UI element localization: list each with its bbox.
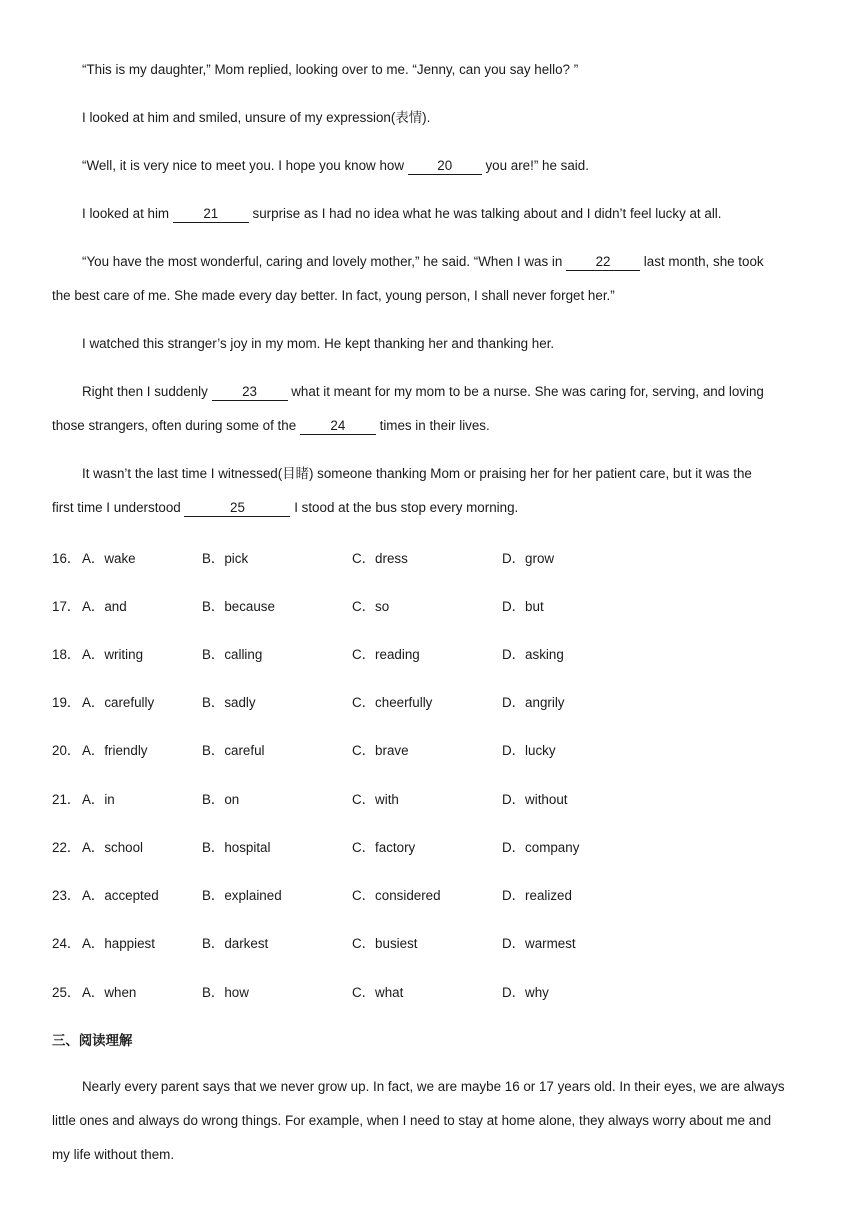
option-b: B．calling	[202, 647, 263, 662]
question-row	[52, 548, 812, 568]
option-a: A．in	[82, 792, 115, 807]
passage-paragraph-continued	[52, 491, 812, 525]
paragraph-text: what it meant for my mom to be a nurse. She was caring for, serving, and loving	[287, 384, 764, 399]
answer-blank: 24	[300, 418, 376, 435]
reading-paragraph	[52, 1070, 812, 1104]
passage-paragraph	[52, 197, 812, 231]
paragraph-text: you are!” he said.	[481, 158, 589, 173]
question-row	[52, 933, 812, 953]
question-row	[52, 789, 812, 809]
question-number: 23．	[52, 888, 81, 903]
option-b: B．darkest	[202, 936, 269, 951]
answer-blank: 22	[566, 254, 640, 271]
option-d: D．without	[502, 792, 568, 807]
paragraph-text: little ones and always do wrong things. For example, when I need to stay at home alone, they always worry about me and	[52, 1113, 772, 1128]
question-number: 16．	[52, 551, 81, 566]
paragraph-text: It wasn’t the last time I witnessed(目睹) someone thanking Mom or praising her for her patient care, but it was the	[82, 466, 752, 481]
option-d: D．company	[502, 840, 580, 855]
question-row	[52, 644, 812, 664]
option-b: B．how	[202, 985, 249, 1000]
passage-paragraph	[52, 327, 812, 361]
paragraph-text: I stood at the bus stop every morning.	[290, 500, 519, 515]
option-c: C．cheerfully	[352, 695, 433, 710]
answer-blank: 23	[212, 384, 288, 401]
question-row	[52, 885, 812, 905]
option-b: B．hospital	[202, 840, 271, 855]
question-number: 18．	[52, 647, 81, 662]
paragraph-text: I looked at him and smiled, unsure of my expression(表情).	[82, 110, 431, 125]
paragraph-text: I watched this stranger’s joy in my mom. He kept thanking her and thanking her.	[82, 336, 555, 351]
paragraph-text: my life without them.	[52, 1147, 175, 1162]
question-row	[52, 837, 812, 857]
paragraph-text: times in their lives.	[375, 418, 490, 433]
passage-paragraph	[52, 245, 812, 279]
option-a: A．when	[82, 985, 137, 1000]
option-c: C．considered	[352, 888, 441, 903]
option-d: D．lucky	[502, 743, 556, 758]
question-number: 17．	[52, 599, 81, 614]
option-d: D．asking	[502, 647, 564, 662]
answer-blank: 21	[173, 206, 249, 223]
paragraph-text: Nearly every parent says that we never grow up. In fact, we are maybe 16 or 17 years old. In their eyes, we are always	[82, 1079, 785, 1094]
paragraph-text: those strangers, often during some of the	[52, 418, 300, 433]
option-c: C．what	[352, 985, 404, 1000]
paragraph-text: “This is my daughter,” Mom replied, looking over to me. “Jenny, can you say hello? ”	[82, 62, 579, 77]
option-d: D．why	[502, 985, 549, 1000]
option-c: C．so	[352, 599, 390, 614]
option-b: B．careful	[202, 743, 265, 758]
question-row	[52, 982, 812, 1002]
answer-blank: 20	[408, 158, 482, 175]
passage-paragraph	[52, 53, 812, 87]
question-number: 19．	[52, 695, 81, 710]
passage-paragraph	[52, 375, 812, 409]
option-c: C．reading	[352, 647, 420, 662]
reading-paragraph-continued	[52, 1104, 812, 1138]
paragraph-text: “You have the most wonderful, caring and lovely mother,” he said. “When I was in	[82, 254, 567, 269]
option-a: A．friendly	[82, 743, 148, 758]
option-c: C．factory	[352, 840, 416, 855]
question-number: 20．	[52, 743, 81, 758]
paragraph-text: the best care of me. She made every day better. In fact, young person, I shall never forget her.”	[52, 288, 615, 303]
paragraph-text: I looked at him	[82, 206, 173, 221]
paragraph-text: last month, she took	[640, 254, 764, 269]
question-number: 22．	[52, 840, 81, 855]
option-a: A．wake	[82, 551, 136, 566]
option-d: D．realized	[502, 888, 572, 903]
option-a: A．accepted	[82, 888, 159, 903]
question-row	[52, 596, 812, 616]
option-b: B．pick	[202, 551, 249, 566]
option-a: A．and	[82, 599, 127, 614]
option-d: D．angrily	[502, 695, 565, 710]
option-b: B．because	[202, 599, 275, 614]
passage-paragraph	[52, 101, 812, 135]
option-a: A．writing	[82, 647, 144, 662]
question-number: 25．	[52, 985, 81, 1000]
option-c: C．with	[352, 792, 399, 807]
option-b: B．explained	[202, 888, 282, 903]
section-heading: 三、阅读理解	[52, 1034, 133, 1049]
option-a: A．carefully	[82, 695, 155, 710]
option-d: D．but	[502, 599, 544, 614]
option-b: B．sadly	[202, 695, 256, 710]
question-number: 24．	[52, 936, 81, 951]
question-number: 21．	[52, 792, 81, 807]
paragraph-text: “Well, it is very nice to meet you. I hope you know how	[82, 158, 408, 173]
passage-paragraph-continued	[52, 279, 812, 313]
option-b: B．on	[202, 792, 240, 807]
option-a: A．school	[82, 840, 144, 855]
passage-paragraph	[52, 149, 812, 183]
option-c: C．brave	[352, 743, 409, 758]
paragraph-text: Right then I suddenly	[82, 384, 212, 399]
question-row	[52, 692, 812, 712]
option-d: D．grow	[502, 551, 555, 566]
question-row	[52, 740, 812, 760]
passage-paragraph	[52, 457, 812, 491]
option-c: C．dress	[352, 551, 408, 566]
option-d: D．warmest	[502, 936, 576, 951]
option-c: C．busiest	[352, 936, 418, 951]
answer-blank: 25	[184, 500, 290, 517]
paragraph-text: first time I understood	[52, 500, 185, 515]
paragraph-text: surprise as I had no idea what he was talking about and I didn’t feel lucky at all.	[248, 206, 722, 221]
passage-paragraph-continued	[52, 409, 812, 443]
option-a: A．happiest	[82, 936, 155, 951]
reading-paragraph-continued	[52, 1138, 812, 1172]
